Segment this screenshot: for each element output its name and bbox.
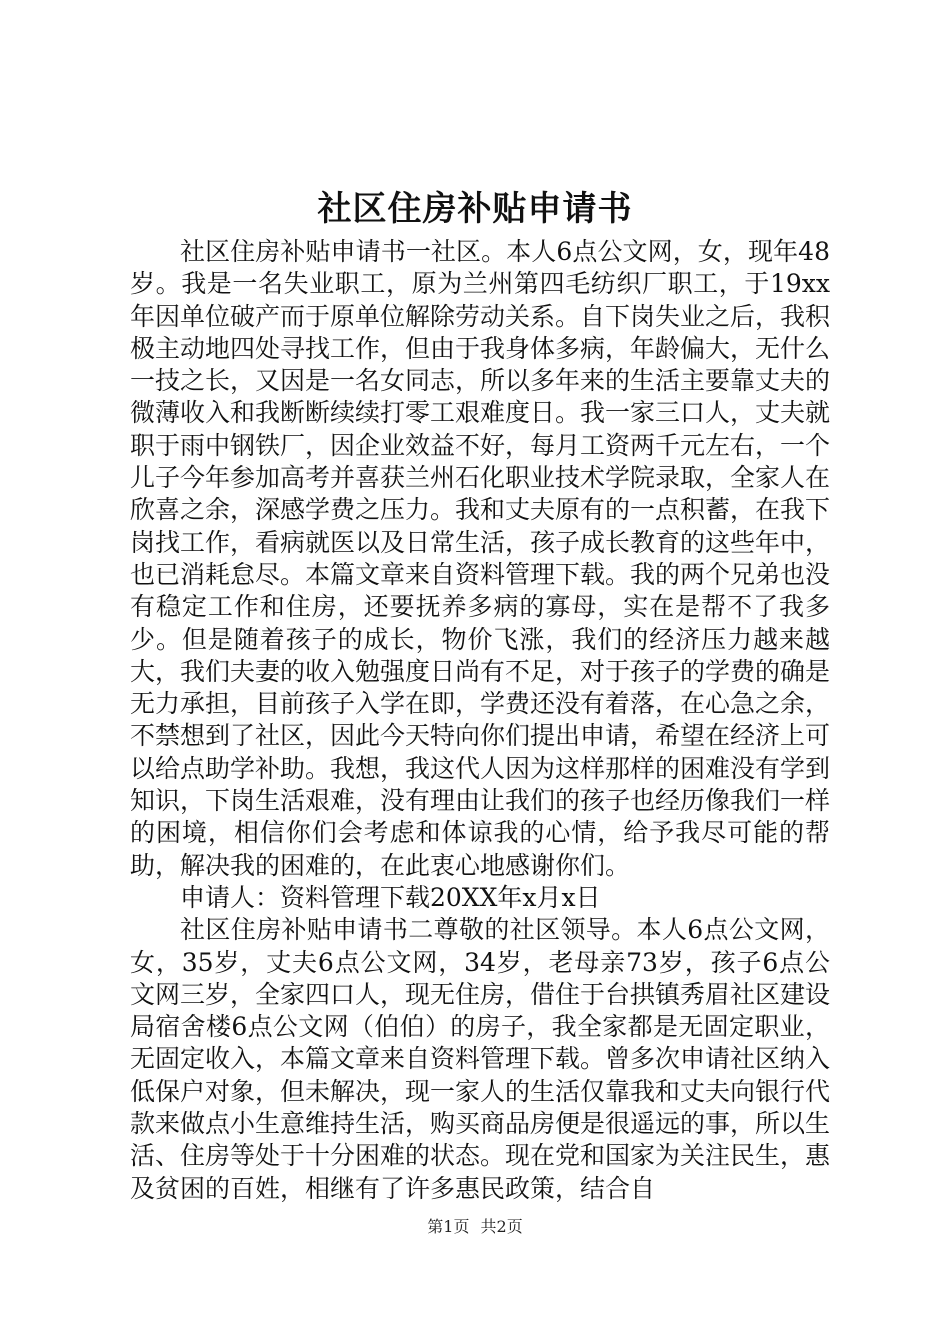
paragraph-application-two: 社区住房补贴申请书二尊敬的社区领导。本人6点公文网，女，35岁，丈夫6点公文网，34岁，老母亲73岁，孩子6点公文网三岁，全家四口人，现无住房，借住于台拱镇秀眉社区建设局宿舍楼6点公文网（伯伯）的房子，我全家都是无固定职业，无固定收入，本篇文章来自资料管理下载。曾多次申请社区纳入低保户对象，但未解决，现一家人的生活仅靠我和丈夫向银行代款来做点小生意维持生活，购买商品房便是很遥远的事，所以生活、住房等处于十分困难的状态。现在党和国家为关注民生，惠及贫困的百姓，相继有了许多惠民政策，结合自: [130, 915, 831, 1203]
document-body: [130, 236, 830, 1205]
page-total: 共2页: [480, 1217, 523, 1236]
page-number: 第1页: [427, 1217, 470, 1236]
page-footer: [0, 1216, 950, 1238]
page-title: 社区住房补贴申请书: [317, 189, 633, 229]
paragraph-application-one: 社区住房补贴申请书一社区。本人6点公文网，女，现年48岁。我是一名失业职工，原为兰州第四毛纺织厂职工，于19xx年因单位破产而于原单位解除劳动关系。自下岗失业之后，我积极主动地四处寻找工作，但由于我身体多病，年龄偏大，无什么一技之长，又因是一名女同志，所以多年来的生活主要靠丈夫的微薄收入和我断断续续打零工艰难度日。我一家三口人，丈夫就职于雨中钢铁厂，因企业效益不好，每月工资两千元左右，一个儿子今年参加高考并喜获兰州石化职业技术学院录取，全家人在欣喜之余，深感学费之压力。我和丈夫原有的一点积蓄，在我下岗找工作，看病就医以及日常生活，孩子成长教育的这些年中，也已消耗怠尽。本篇文章来自资料管理下载。我的两个兄弟也没有稳定工作和住房，还要抚养多病的寡母，实在是帮不了我多少。但是随着孩子的成长，物价飞涨，我们的经济压力越来越大，我们夫妻的收入勉强度日尚有不足，对于孩子的学费的确是无力承担，目前孩子入学在即，学费还没有着落，在心急之余，不禁想到了社区，因此今天特向你们提出申请，希望在经济上可以给点助学补助。我想，我这代人因为这样那样的困难没有学到知识，下岗生活艰难，没有理由让我们的孩子也经历像我们一样的困境，相信你们会考虑和体谅我的心情，给予我尽可能的帮助，解决我的困难的，在此衷心地感谢你们。: [130, 237, 831, 880]
paragraph-signature: 申请人：资料管理下载20XX年x月x日: [180, 882, 601, 912]
